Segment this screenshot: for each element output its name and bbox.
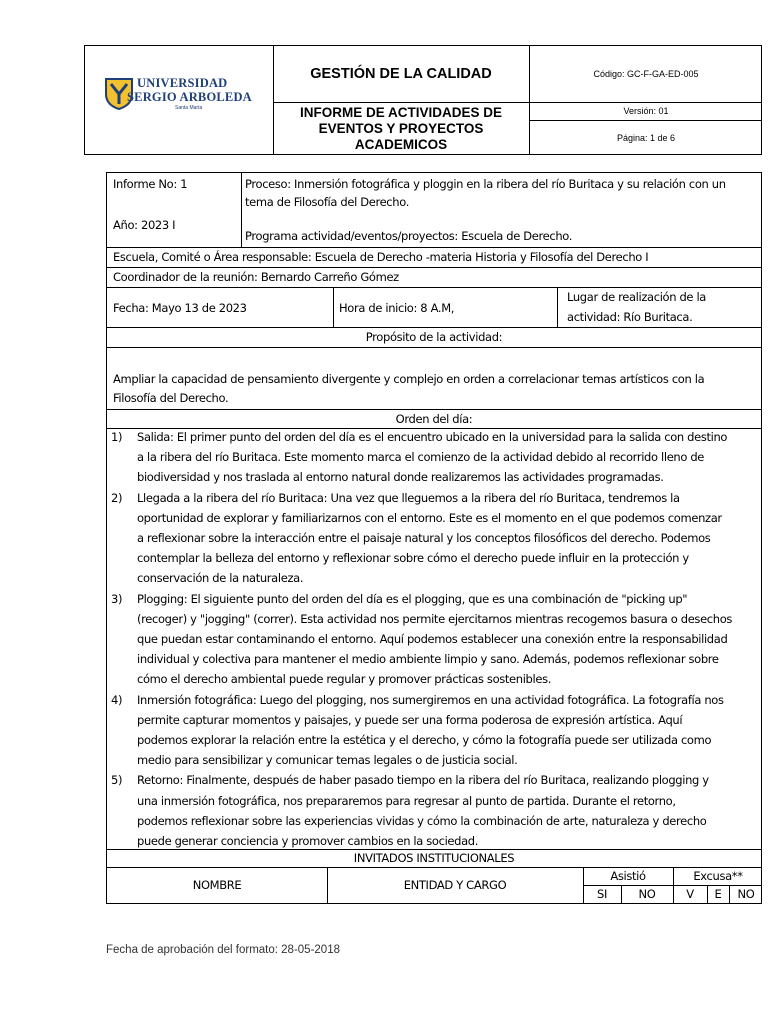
orden-title: Orden del día:: [395, 412, 473, 426]
col-entidad: ENTIDAD Y CARGO: [403, 878, 507, 892]
col-v: V: [686, 887, 694, 901]
agenda-line: conservación de la naturaleza.: [137, 571, 304, 586]
agenda-line: oportunidad de explorar y familiarizarnos con el entorno. Este es el momento en el que podemos comenzar: [137, 510, 722, 525]
informe-no: Informe No: 1: [113, 177, 188, 191]
agenda-line: podemos explorar la relación entre la estética y el derecho, y cómo la fotografía puede ser utilizada como: [137, 733, 712, 748]
footer-approval-date: Fecha de aprobación del formato: 28-05-2018: [106, 944, 340, 956]
agenda-line: puede generar conciencia y promover cambios en la sociedad.: [137, 834, 479, 849]
header-title: GESTIÓN DE LA CALIDAD: [310, 66, 492, 82]
agenda-line: a reflexionar sobre la interacción entre el paisaje natural y los conceptos filosóficos del derecho. Podemos: [137, 531, 711, 546]
agenda-line: Retorno: Finalmente, después de haber pasado tiempo en la ribera del río Buritaca, realizando plogging y: [137, 773, 709, 788]
col-asistio: Asistió: [610, 869, 646, 883]
agenda-line: individual y colectiva para mantener el medio ambiente limpio y sano. Además, podemos reflexionar sobre: [137, 652, 719, 667]
proposito-title: Propósito de la actividad:: [365, 330, 503, 344]
agenda-line: podemos reflexionar sobre las experiencias vividas y cómo la combinación de arte, naturaleza y derecho: [137, 813, 707, 828]
header-codigo: Código: GC-F-GA-ED-005: [593, 69, 699, 79]
escuela: Escuela, Comité o Área responsable: Escuela de Derecho -materia Historia y Filosofía del Derecho I: [113, 250, 649, 264]
agenda-number: 2): [111, 490, 123, 505]
col-no: NO: [638, 887, 656, 901]
row-divider: [107, 347, 761, 348]
agenda-line: una inmersión fotográfica, nos prepararemos para regresar al punto de partida. Durante el retorno,: [137, 793, 676, 808]
col-excusa: Excusa**: [693, 869, 743, 883]
fecha: Fecha: Mayo 13 de 2023: [113, 301, 247, 315]
agenda-line: Llegada a la ribera del río Buritaca: Una vez que lleguemos a la ribera del río Buritaca, tendremos la: [137, 490, 680, 505]
university-logo: [105, 76, 275, 126]
col-e: E: [714, 887, 722, 901]
col-nombre: NOMBRE: [192, 878, 242, 892]
col-si: SI: [597, 887, 607, 901]
agenda-line: (recoger) y "jogging" (correr). Esta actividad nos permite ejercitarnos mientras recogemos basura o desechos: [137, 611, 733, 626]
proceso-line-2: tema de Filosofía del Derecho.: [245, 195, 410, 209]
logo-line-1: UNIVERSIDAD: [137, 76, 228, 90]
document-header: [84, 45, 762, 155]
logo-line-2: SERGIO ARBOLEDA: [127, 90, 252, 104]
agenda-line: Salida: El primer punto del orden del día es el encuentro ubicado en la universidad para la salida con destino: [137, 430, 728, 444]
lugar-line-1: Lugar de realización de la: [567, 290, 706, 304]
proposito-line-1: Ampliar la capacidad de pensamiento divergente y complejo en orden a correlacionar temas artísticos con la: [113, 372, 705, 386]
agenda-list: [111, 427, 757, 851]
agenda-item: [111, 589, 757, 690]
col-divider: [557, 287, 558, 327]
coordinador: Coordinador de la reunión: Bernardo Carreño Gómez: [113, 270, 399, 284]
agenda-line: contemplar la belleza del entorno y reflexionar sobre cómo el derecho puede influir en la protección y: [137, 551, 689, 566]
logo-line-3: Santa Marta: [175, 105, 203, 111]
col-no-excusa: NO: [737, 887, 755, 901]
agenda-item: [111, 488, 757, 589]
agenda-line: biodiversidad y nos traslada al entorno natural donde realizaremos las actividades programadas.: [137, 470, 664, 485]
proceso-line-1: Proceso: Inmersión fotográfica y ploggin en la ribera del río Buritaca y su relación con un: [245, 177, 726, 191]
agenda-line: cómo el derecho ambiental puede regular y promover prácticas sostenibles.: [137, 672, 552, 687]
agenda-item: [111, 690, 757, 771]
col-divider: [333, 287, 334, 327]
agenda-line: permite capturar momentos y paisajes, y puede ser una forma poderosa de expresión artística. Aquí: [137, 712, 683, 727]
header-pagina: Página: 1 de 6: [616, 133, 676, 143]
header-subtitle: INFORME DE ACTIVIDADES DE EVENTOS Y PROYECTOS ACADEMICOS: [299, 105, 502, 152]
invitados-title: INVITADOS INSTITUCIONALES: [353, 851, 515, 865]
agenda-line: a la ribera del río Buritaca. Este momento marca el comienzo de la actividad debido al recorrido lleno de: [137, 450, 705, 465]
agenda-item: [111, 427, 757, 488]
agenda-number: 4): [111, 692, 123, 707]
agenda-line: que puedan estar contaminando el entorno. Aquí podemos establecer una conexión entre la responsabilidad: [137, 632, 728, 647]
proposito-line-2: Filosofía del Derecho.: [113, 391, 229, 405]
agenda-number: 3): [111, 591, 123, 606]
programa: Programa actividad/eventos/proyectos: Escuela de Derecho.: [245, 229, 573, 243]
agenda-line: medio para sensibilizar y comunicar temas legales o de justicia social.: [137, 753, 518, 768]
col-divider: [241, 173, 242, 247]
lugar-line-2: actividad: Río Buritaca.: [567, 310, 693, 324]
anio: Año: 2023 I: [113, 218, 176, 232]
agenda-line: Inmersión fotográfica: Luego del plogging, nos sumergiremos en una actividad fotográfica. La fotografía nos: [137, 692, 724, 707]
agenda-item: [111, 770, 757, 851]
activity-report-form: [106, 172, 762, 904]
agenda-number: 5): [111, 773, 123, 788]
header-version: Versión: 01: [623, 106, 669, 116]
hora-inicio: Hora de inicio: 8 A.M,: [339, 301, 455, 315]
agenda-number: 1): [111, 430, 123, 444]
agenda-line: Plogging: El siguiente punto del orden del día es el plogging, que es una combinación de "picking up": [137, 591, 688, 606]
